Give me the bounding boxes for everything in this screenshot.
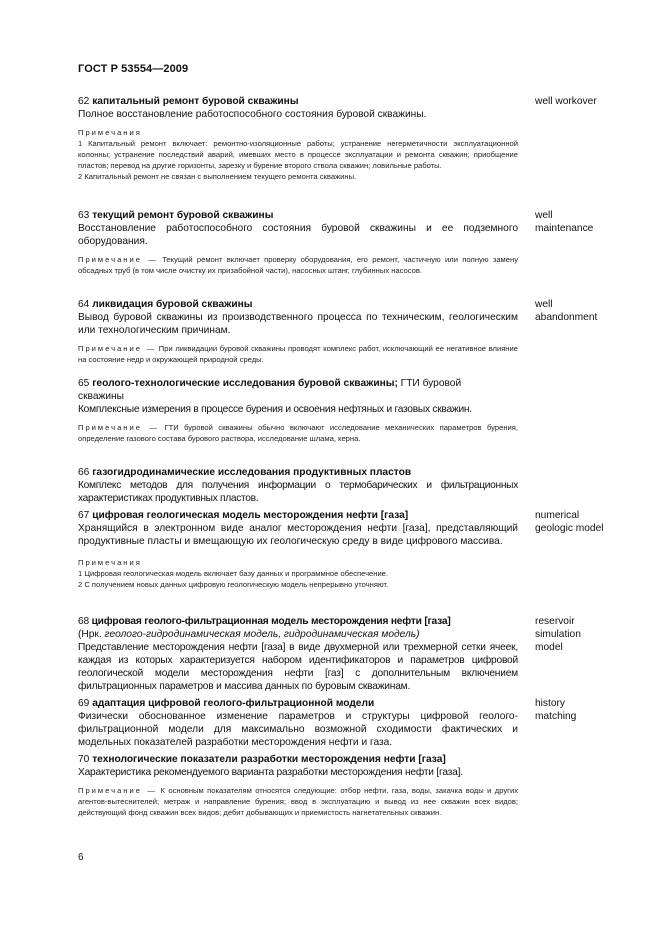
synonym-text: геолого-гидродинамическая модель, гидродинамическая модель) xyxy=(104,629,420,640)
note xyxy=(78,254,518,276)
note-text: ГТИ буровой скважины обычно включают исследование механических параметров бурения, определение газового состава бурового раствора, исследование шлама, керна. xyxy=(78,423,518,443)
term-65 xyxy=(78,377,518,444)
note-prefix: Примечание — xyxy=(78,786,158,795)
term-63 xyxy=(78,209,518,276)
note xyxy=(78,422,518,444)
term-definition: Вывод буровой скважины из производственного процесса по техническим, геологическим или технологическим причинам. xyxy=(78,312,518,336)
term-number: 69 xyxy=(78,698,90,709)
term-name: текущий ремонт буровой скважины xyxy=(92,210,274,221)
page-number: 6 xyxy=(78,852,84,863)
term-definition: Физически обоснованное изменение параметров и структуры цифровой геолого-фильтрационной модели для максимально возможной сходимости фактических и модельных показателей разработки месторождения нефти и газа. xyxy=(78,711,518,748)
term-64-english: well abandonment xyxy=(535,299,598,323)
term-number: 66 xyxy=(78,467,90,478)
term-title xyxy=(78,377,518,390)
note-2: 2 С получением новых данных цифровую геологическую модель непрерывно уточняют. xyxy=(78,580,389,589)
note-prefix: Примечание — xyxy=(78,255,158,264)
term-abbr: ГТИ буровой xyxy=(397,378,462,389)
term-title xyxy=(78,209,518,222)
term-name: ликвидация буровой скважины xyxy=(92,299,253,310)
term-definition: Представление месторождения нефти [газа] в виде двухмерной или трехмерной сетки ячеек, каждая из которых характеризуется набором идентификаторов и параметров цифровой геологической модели месторождения нефти [газ] с дополнительным включением фильтрационных параметров и массива данных по буровым скважинам. xyxy=(78,642,518,692)
term-64 xyxy=(78,298,518,365)
term-name: газогидродинамические исследования продуктивных пластов xyxy=(92,467,412,478)
term-number: 64 xyxy=(78,299,90,310)
term-definition: Восстановление работоспособного состояния буровой скважины и ее подземного оборудования. xyxy=(78,223,518,247)
term-abbr-line2: скважины xyxy=(78,391,124,402)
term-title xyxy=(78,697,518,710)
term-definition: Хранящийся в электронном виде аналог месторождения нефти [газа], представляющий продуктивные пласты и вмещающую их геологическую среду в виде цифрового массива. xyxy=(78,523,518,547)
term-title xyxy=(78,466,518,479)
term-number: 70 xyxy=(78,754,90,765)
term-number: 63 xyxy=(78,210,90,221)
note-1: 1 Капитальный ремонт включает: ремонтно-изоляционные работы; устранение негерметичности эксплуатационной колонны; устранение последствий аварий, имевших место в процессе эксплуатации и ремонта скважин; приобщение пластов; перевод на другие горизонты, зарезку и бурение второго ствола скважин; ловильные работы. xyxy=(78,139,518,170)
term-definition: Полное восстановление работоспособного состояния буровой скважины. xyxy=(78,109,427,120)
document-header: ГОСТ Р 53554—2009 xyxy=(78,63,189,75)
note-prefix: Примечание — xyxy=(78,423,159,432)
term-name: цифровая геолого-фильтрационная модель месторождения нефти [газа] xyxy=(91,616,451,627)
term-title xyxy=(78,298,518,311)
note-2: 2 Капитальный ремонт не связан с выполнением текущего ремонта скважины. xyxy=(78,172,357,181)
term-69-english: history matching xyxy=(535,698,577,722)
term-number: 62 xyxy=(78,96,90,107)
term-68 xyxy=(78,615,518,693)
term-62-english: well workover xyxy=(535,96,597,107)
term-definition: Характеристика рекомендуемого варианта разработки месторождения нефти [газа]. xyxy=(78,767,463,778)
term-definition: Комплекс методов для получения информации о термобарических и фильтрационных характеристиках продуктивных пластов. xyxy=(78,480,518,504)
term-name: цифровая геологическая модель месторождения нефти [газа] xyxy=(92,510,409,521)
term-title xyxy=(78,615,518,628)
notes-heading: Примечания xyxy=(78,128,142,137)
term-title xyxy=(78,95,518,108)
term-number: 65 xyxy=(78,378,90,389)
note-text: К основным показателям относятся следующие: отбор нефти, газа, воды, закачка воды и других агентов-вытеснителей; метраж и направление бурения; ввод в эксплуатацию и вывод из нее скважин всех видов; действующий фонд скважин всех видов; дебит добывающих и приемистость нагнетательных скважин. xyxy=(78,786,518,817)
term-name: технологические показатели разработки месторождения нефти [газа] xyxy=(92,754,446,765)
note-text: Текущий ремонт включает проверку оборудования, его ремонт, частичную или полную замену обсадных труб (в том числе очистку их призабойной части), насосных штанг, глубинных насосов. xyxy=(78,255,518,275)
term-66 xyxy=(78,466,518,505)
term-67-english: numerical geologic model xyxy=(535,510,604,534)
term-68-english: reservoir simulation model xyxy=(535,616,581,653)
note xyxy=(78,343,518,365)
notes-heading: Примечания xyxy=(78,558,142,567)
term-number: 67 xyxy=(78,510,90,521)
note xyxy=(78,785,518,818)
term-synonyms xyxy=(78,628,518,641)
term-name: капитальный ремонт буровой скважины xyxy=(92,96,299,107)
term-definition: Комплексные измерения в процессе бурения и освоения нефтяных и газовых скважин. xyxy=(78,404,472,415)
term-67 xyxy=(78,509,518,590)
term-69 xyxy=(78,697,518,749)
term-62 xyxy=(78,95,518,182)
note-text: При ликвидации буровой скважины проводят комплекс работ, исключающий ее негативное влияние на состояние недр и окружающей природной среды. xyxy=(78,344,518,364)
term-number: 68 xyxy=(78,616,89,627)
synonym-prefix: (Нрк. xyxy=(78,629,102,640)
term-name: адаптация цифровой геолого-фильтрационной модели xyxy=(92,698,375,709)
note-prefix: Примечание — xyxy=(78,344,157,353)
term-title xyxy=(78,509,518,522)
term-title xyxy=(78,753,518,766)
term-name: геолого-технологические исследования буровой скважины; xyxy=(92,378,398,389)
term-70 xyxy=(78,753,518,818)
term-63-english: well maintenance xyxy=(535,210,594,234)
note-1: 1 Цифровая геологическая модель включает базу данных и программное обеспечение. xyxy=(78,569,389,578)
